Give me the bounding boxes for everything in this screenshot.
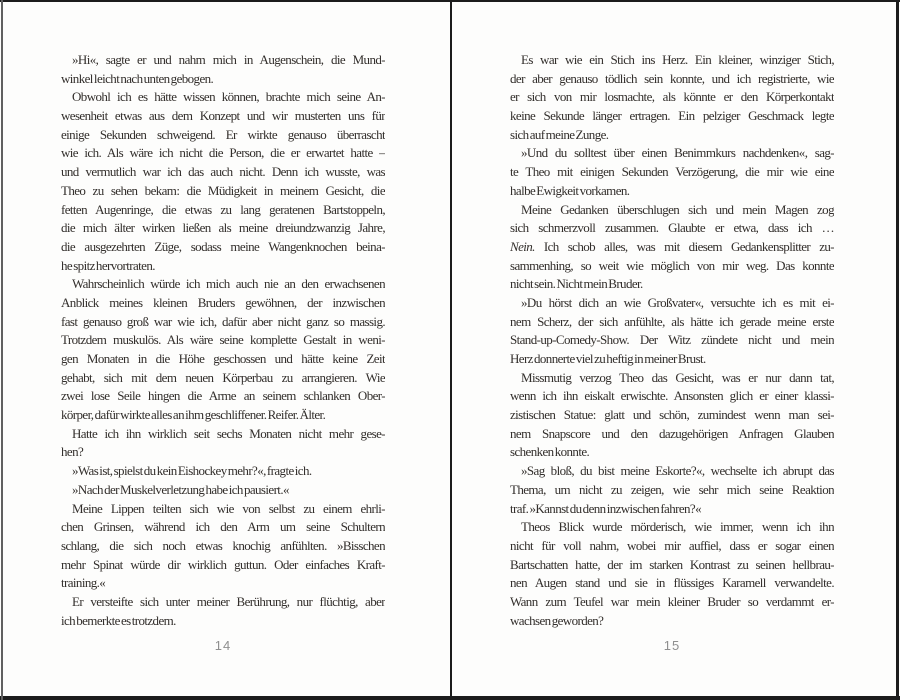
text-line: traf. »Kannst du denn inzwischen fahren?« bbox=[510, 500, 701, 516]
text-line: Trotzdem muskulös. Als wäre seine komplette Gestalt in weni- bbox=[61, 332, 385, 348]
text-line: Er versteifte sich unter meiner Berührung, nur flüchtig, aber bbox=[72, 593, 385, 609]
text-line: »Du hörst dich an wie Großvater«, versuchte ich es mit ei- bbox=[521, 294, 834, 310]
text-line: Wann zum Teufel war mein kleiner Bruder so verdammt er- bbox=[510, 593, 834, 609]
text-block bbox=[61, 51, 385, 630]
text-line: schlang, die sich noch etwas knochig anfühlten. »Bisschen bbox=[61, 537, 385, 553]
text-line: »Nach der Muskelverletzung habe ich pausiert.« bbox=[72, 481, 289, 497]
page-right bbox=[452, 2, 896, 696]
text-line: Wahrscheinlich würde ich mich auch nie an den erwachsenen bbox=[72, 276, 385, 292]
text-line: gen Monaten in die Höhe geschossen und hätte keine Zeit bbox=[61, 351, 385, 366]
text-line: zwei lose Seile hingen die Arme an seinem schlanken Ober- bbox=[61, 388, 385, 404]
text-line: wachsen geworden? bbox=[510, 612, 604, 628]
text-line: chen Grinsen, während ich den Arm um seine Schultern bbox=[61, 519, 385, 535]
text-line: Obwohl ich es hätte wissen können, brachte mich seine An- bbox=[72, 89, 385, 105]
text-line: Es war wie ein Stich ins Herz. Ein kleiner, winziger Stich, bbox=[521, 52, 834, 67]
text-line: »Hi«, sagte er und nahm mich in Augenschein, die Mund- bbox=[72, 52, 385, 67]
text-line: Hatte ich ihn wirklich seit sechs Monaten nicht mehr gese- bbox=[72, 425, 385, 441]
text-line: zistischen Statue: glatt und schön, zumindest wenn man sei- bbox=[510, 407, 834, 423]
text-line: sich schmerzvoll zusammen. Glaubte er etwa, dass ich … bbox=[510, 220, 834, 236]
text-block bbox=[510, 51, 834, 630]
text-line: nen Augen stand und sie in flüssiges Karamell verwandelte. bbox=[510, 575, 834, 591]
text-line: »Was ist, spielst du kein Eishockey mehr?«, fragte ich. bbox=[72, 463, 312, 479]
text-line: nicht für voll nahm, wobei mir auffiel, dass er sogar einen bbox=[510, 537, 834, 553]
text-line: Theo zu sehen bekam: die Müdigkeit in meinem Gesicht, die bbox=[61, 182, 385, 198]
text-line: körper, dafür wirkte alles an ihm geschliffener. Reifer. Älter. bbox=[61, 407, 326, 423]
text-line: ich bemerkte es trotzdem. bbox=[61, 612, 176, 628]
text-line: der aber genauso tödlich sein konnte, und ich registrierte, wie bbox=[510, 70, 834, 86]
text-line: wie ich. Als wäre ich nicht die Person, die er erwartet hatte – bbox=[61, 145, 385, 161]
text-line: he spitz hervortraten. bbox=[61, 257, 155, 273]
text-line: Bartschatten hatte, der im starken Kontrast zu seinen hellbrau- bbox=[510, 556, 834, 572]
text-line: Missmutig verzog Theo das Gesicht, was er nur dann tat, bbox=[521, 369, 834, 385]
text-line: Herz donnerte viel zu heftig in meiner Brust. bbox=[510, 351, 706, 366]
text-line: einige Sekunden schweigend. Er wirkte genauso überrascht bbox=[61, 126, 385, 142]
text-line: »Und du solltest über einen Benimmkurs nachdenken«, sag- bbox=[521, 145, 834, 161]
page-left bbox=[3, 2, 450, 696]
text-line: Meine Lippen teilten sich wie von selbst zu einem ehrli- bbox=[72, 500, 385, 516]
text-line: Meine Gedanken überschlugen sich und mein Magen zog bbox=[521, 201, 834, 217]
text-line: Thema, um nicht zu zeigen, wie sehr mich seine Reaktion bbox=[510, 481, 834, 497]
spread-right-border bbox=[896, 0, 899, 700]
text-line: fast genauso groß war wie ich, dafür aber nicht ganz so massig. bbox=[61, 313, 385, 329]
text-line: die mich älter wirken ließen als meine dreiundzwanzig Jahre, bbox=[61, 220, 385, 236]
text-line: wenn ich ihn eiskalt erwischte. Ansonsten glich er einer klassi- bbox=[510, 388, 834, 404]
text-line: nicht sein. Nicht mein Bruder. bbox=[510, 276, 643, 292]
text-line: nem Scherz, der sich anfühlte, als hätte ich gerade meine erste bbox=[510, 313, 834, 329]
text-line: keine Sekunde länger ertragen. Ein pelziger Geschmack legte bbox=[510, 108, 834, 124]
page-number: 14 bbox=[214, 638, 232, 653]
text-line: winkel leicht nach unten gebogen. bbox=[61, 70, 214, 86]
text-line: schenken konnte. bbox=[510, 444, 590, 460]
text-line: fetten Augenringe, die etwas zu lang geratenen Bartstoppeln, bbox=[61, 201, 385, 217]
text-line: nem Snapscore und den dazugehörigen Anfragen Glauben bbox=[510, 425, 834, 441]
text-line: gehabt, sich mit dem neuen Körperbau zu arrangieren. Wie bbox=[61, 369, 385, 385]
text-line: wesenheit etwas aus dem Konzept und wir musterten uns für bbox=[61, 108, 385, 124]
text-line: sammenhing, so weit wie möglich von mir weg. Das konnte bbox=[510, 257, 834, 273]
text-line: er sich von mir losmachte, als könnte er den Körperkontakt bbox=[510, 89, 834, 105]
text-line: mehr Spinat würde dir wirklich guttun. Oder einfaches Kraft- bbox=[61, 556, 385, 572]
text-line: training.« bbox=[61, 575, 106, 591]
text-line: sich auf meine Zunge. bbox=[510, 126, 609, 142]
text-line: »Sag bloß, du bist meine Eskorte?«, wechselte ich abrupt das bbox=[521, 463, 834, 479]
text-line: halbe Ewigkeit vorkamen. bbox=[510, 182, 630, 198]
text-line: die ausgezehrten Züge, sodass meine Wangenknochen beina- bbox=[61, 238, 385, 254]
text-line: hen? bbox=[61, 444, 84, 460]
text-line: Stand-up-Comedy-Show. Der Witz zündete nicht und mein bbox=[510, 332, 834, 348]
text-line: Theos Blick wurde mörderisch, wie immer, wenn ich ihn bbox=[521, 519, 834, 535]
text-line: und vermutlich war ich das auch nicht. Denn ich wusste, was bbox=[61, 164, 385, 180]
text-line: Anblick meines kleinen Bruders gewöhnen, der inzwischen bbox=[61, 294, 385, 310]
page-number: 15 bbox=[663, 638, 681, 653]
text-line: te Theo mit einigen Sekunden Verzögerung, die mir wie eine bbox=[510, 164, 834, 180]
text-line: Nein. Ich schob alles, was mit diesem Gedankensplitter zu- bbox=[510, 238, 834, 254]
italic-text: Nein. bbox=[510, 238, 535, 254]
